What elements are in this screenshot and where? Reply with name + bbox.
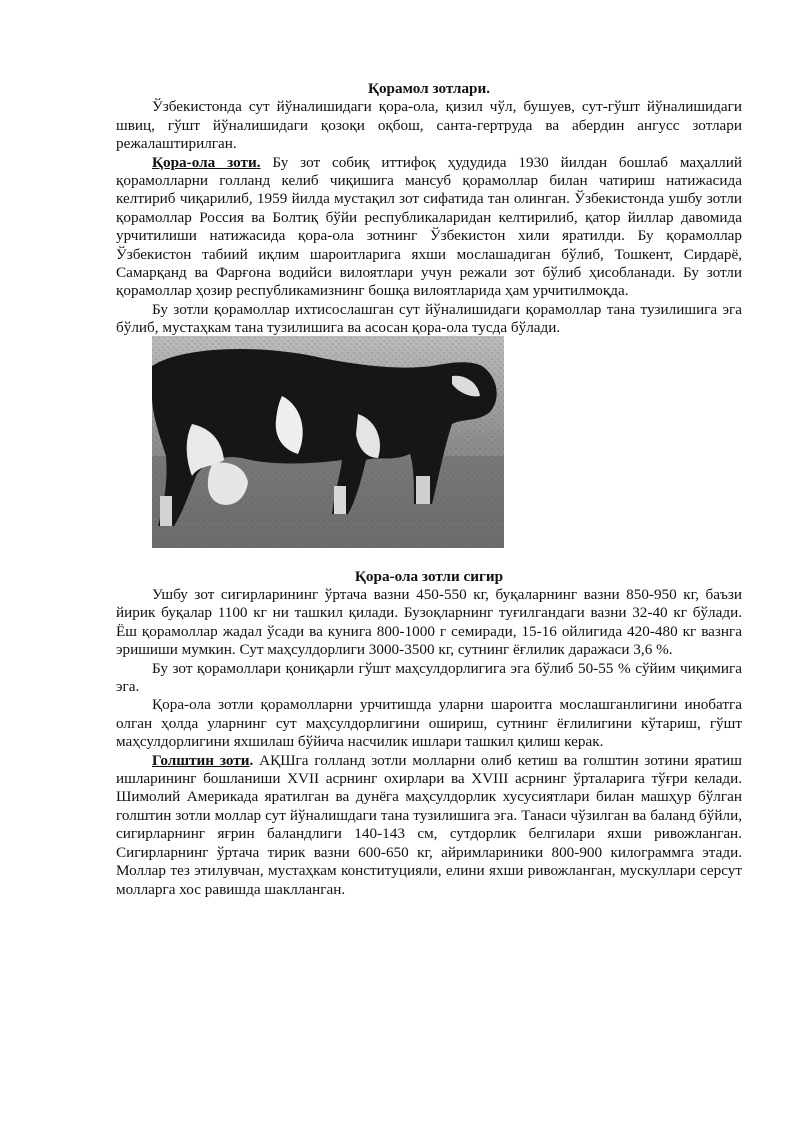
qora-ola-term: Қора-ола зоти. — [152, 153, 261, 171]
document-page-continued — [116, 586, 742, 899]
intro-paragraph: Ўзбекистонда сут йўналишидаги қора-ола, қизил чўл, бушуев, сут-гўшт йўналишидаги швиц, гўшт йўналишидаги қозоқи оқбош, санта-гертруда ва абердин ангусс зотлари режалаштирилган. — [116, 98, 742, 153]
page-title: Қорамол зотлари. — [367, 80, 491, 97]
cow-photo — [152, 336, 504, 548]
holstein-text: АҚШга голланд зотли молларни олиб кетиш ва голштин зотини яратиш ишларининг бошланиши XVII асрнинг охирлари ва XVIII асрнинг ўрталарига тўғри келади. Шимолий Америкада яратилган ва дунёга маҳсулдорлик хусусиятлари билан машҳур бўлган голштин зотли моллар сут йўналишдаги тана тузилишига эга. Танаси чўзилган ва баланд бўйли, сигирларнинг яғрин баландлиги 140-143 см, сутдорлик белгилари яхши ривожланган. Сигирларнинг ўртача тирик вазни 600-650 кг, айримлариники 800-900 килограммга этади. Моллар тез этилувчан, мустаҳкам конституцияли, елини яхши ривожланган, мускуллари серсут молларга хос равишда шаклланган. — [116, 751, 742, 898]
weights-paragraph: Ушбу зот сигирларининг ўртача вазни 450-550 кг, буқаларнинг вазни 850-950 кг, баъзи йирик буқалар 1100 кг ни ташкил қилади. Бузоқларнинг туғилгандаги вазни 32-40 кг бўлади. Ёш қорамоллар жадал ўсади ва кунига 800-1000 г семиради, 15-16 ойлигида 420-480 кг вазнга эришиши мумкин. Сут маҳсулдорлиги 3000-3500 кг, сутнинг ёғлилик даражаси 3,6 %. — [116, 586, 742, 659]
holstein-term: Голштин зоти — [152, 751, 250, 769]
qora-ola-text: Бу зот собиқ иттифоқ ҳудудида 1930 йилдан бошлаб маҳаллий қорамолларни голланд келиб чиқишига мансуб қорамоллар билан чатириш натижасида келтириб чиқарилиб, 1959 йилда мустақил зот сифатида тан олинган. Ўзбекистонда ушбу зотли қорамоллар Россия ва Болтиқ бўйи республикаларидан келтирилиб, қатор йиллар давомида урчитилиши натижасида қора-ола зотнинг Ўзбекистон хили яратилди. Бу қорамоллар Ўзбекистон табиий иқлим шароитларига яхши мослашадиган бўлиб, Тошкент, Сирдарё, Самарқанд ва Фарғона водийси вилоятлари учун режали зот бўлиб ҳисобланади. Бу зотли қорамоллар ҳозир республикамизнинг бошқа вилоятларида ҳам урчитилмоқда. — [116, 153, 742, 300]
document-page — [116, 80, 742, 338]
body-type-paragraph: Бу зотли қорамоллар ихтисослашган сут йўналишидаги қорамоллар тана тузилишига эга бўлиб, мустаҳкам тана тузилишига ва асосан қора-ола тусда бўлади. — [116, 300, 742, 337]
photo-caption: Қора-ола зотли сигир — [354, 568, 504, 585]
meat-paragraph: Бу зот қорамоллари қониқарли гўшт маҳсулдорлигига эга бўлиб 50-55 % сўйим чиқимига эга. — [116, 659, 742, 696]
holstein-paragraph: Голштин зоти. АҚШга голланд зотли молларни олиб кетиш ва голштин зотини яратиш ишларининг бошланиши XVII асрнинг охирлари ва XVIII асрнинг ўрталарига тўғри келади. Шимолий Америкада яратилган ва дунёга маҳсулдорлик хусусиятлари билан машҳур бўлган голштин зотли моллар сут йўналишдаги тана тузилишига эга. Танаси чўзилган ва баланд бўйли, сигирларнинг яғрин баландлиги 140-143 см, сутдорлик белгилари яхши ривожланган. Сигирларнинг ўртача тирик вазни 600-650 кг, айримлариники 800-900 килограммга этади. Моллар тез этилувчан, мустаҳкам конституцияли, елини яхши ривожланган, мускуллари серсут молларга хос равишда шаклланган. — [116, 751, 742, 898]
qora-ola-paragraph — [116, 154, 742, 301]
breeding-paragraph: Қора-ола зотли қорамолларни урчитишда уларни шароитга мослашганлигини инобатга олган ҳолда уларнинг сут маҳсулдорлигини ошириш, сутнинг ёғлилигини кўтариш, гўшт маҳсулдорлигини яхшилаш бўйича насчилик ишлари ташкил қилиш керак. — [116, 696, 742, 751]
